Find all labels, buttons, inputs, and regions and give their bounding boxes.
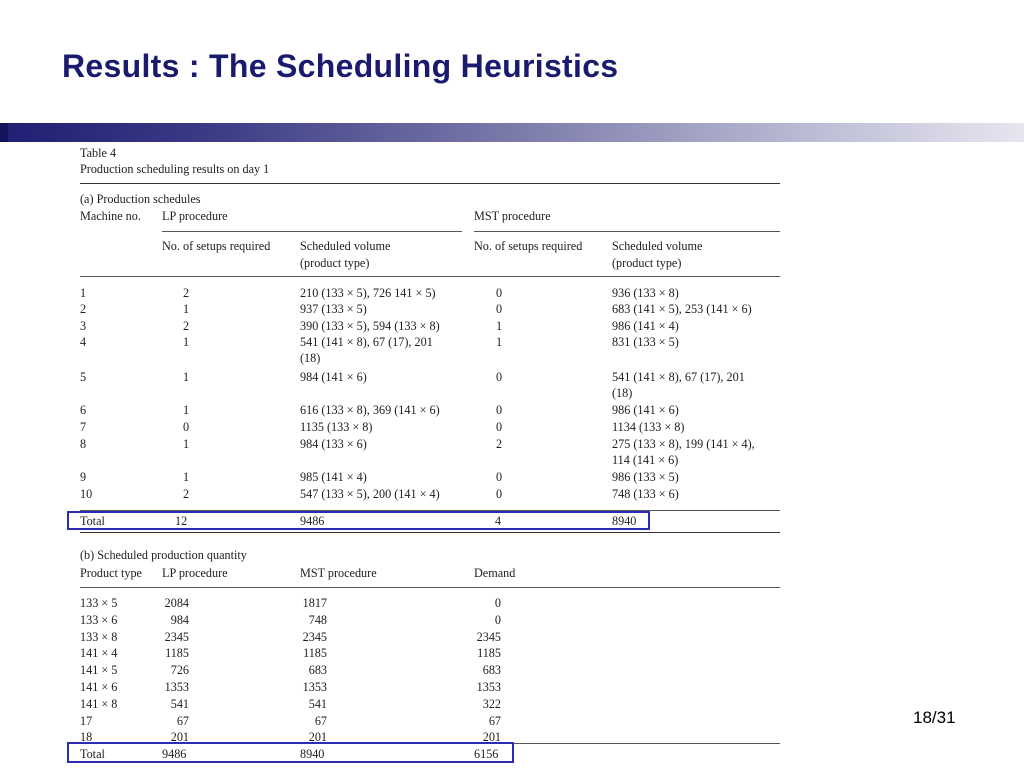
lp-volume-cell: 616 (133 × 8), 369 (141 × 6) bbox=[300, 403, 440, 417]
mst-quantity-cell: 683 bbox=[308, 663, 327, 678]
lp-setups-cell: 1 bbox=[182, 437, 190, 451]
mst-quantity-cell: 201 bbox=[308, 730, 327, 745]
part-a-total-label: Total bbox=[80, 514, 105, 528]
part-b-total-demand: 6156 bbox=[474, 747, 499, 761]
product-type-cell: 133 × 8 bbox=[80, 629, 118, 644]
mst-setups-cell: 0 bbox=[495, 470, 503, 484]
part-b-header-lp: LP procedure bbox=[162, 566, 228, 580]
lp-group-header: LP procedure bbox=[162, 209, 228, 223]
mst-quantity-cell: 1353 bbox=[302, 680, 327, 694]
machine-number-cell: 3 bbox=[80, 319, 87, 333]
machine-number-cell: 6 bbox=[80, 403, 87, 417]
mst-volume-subheader: (product type) bbox=[612, 256, 682, 270]
mst-volume-cell: 748 (133 × 6) bbox=[612, 487, 679, 501]
product-type-cell: 133 × 5 bbox=[80, 596, 118, 610]
part-b-total-label: Total bbox=[80, 747, 105, 761]
mst-setups-cell: 0 bbox=[495, 487, 503, 501]
total-highlight-box-b bbox=[67, 742, 514, 763]
demand-cell: 0 bbox=[494, 612, 501, 627]
machine-number-cell: 5 bbox=[80, 370, 87, 384]
mst-group-header: MST procedure bbox=[474, 209, 551, 223]
lp-setups-cell: 1 bbox=[182, 403, 190, 417]
rule-top bbox=[80, 183, 780, 184]
mst-setups-cell: 0 bbox=[495, 403, 503, 417]
demand-cell: 683 bbox=[482, 663, 501, 678]
rule-lp-group bbox=[162, 231, 462, 232]
lp-volume-cell: 210 (133 × 5), 726 141 × 5) bbox=[300, 286, 436, 300]
lp-quantity-cell: 541 bbox=[170, 696, 189, 711]
lp-volume-cell: 547 (133 × 5), 200 (141 × 4) bbox=[300, 487, 440, 501]
lp-setups-cell: 1 bbox=[182, 370, 190, 384]
lp-quantity-cell: 984 bbox=[170, 612, 189, 627]
lp-quantity-cell: 2345 bbox=[164, 629, 189, 644]
demand-cell: 1185 bbox=[477, 646, 501, 661]
machine-number-cell: 8 bbox=[80, 437, 87, 451]
machine-number-cell: 1 bbox=[80, 286, 87, 300]
part-b-total-mst: 8940 bbox=[300, 747, 325, 761]
lp-quantity-cell: 2084 bbox=[164, 596, 189, 610]
demand-cell: 67 bbox=[488, 713, 501, 728]
mst-volume-cell: 986 (141 × 6) bbox=[612, 403, 679, 417]
part-a-total-mst-volume: 8940 bbox=[612, 514, 637, 528]
product-type-cell: 18 bbox=[80, 730, 93, 745]
part-b-header-product: Product type bbox=[80, 566, 142, 580]
lp-setups-cell: 1 bbox=[182, 470, 190, 484]
rule-part-b-header bbox=[80, 587, 780, 588]
lp-volume-cell: 985 (141 × 4) bbox=[300, 470, 367, 484]
lp-quantity-cell: 1185 bbox=[165, 646, 189, 661]
lp-volume-subheader: (product type) bbox=[300, 256, 370, 270]
mst-setups-cell: 1 bbox=[495, 319, 503, 333]
machine-number-cell: 9 bbox=[80, 470, 87, 484]
part-b-total-lp: 9486 bbox=[162, 747, 187, 761]
lp-setups-cell: 2 bbox=[182, 286, 190, 300]
mst-volume-cell: 541 (141 × 8), 67 (17), 201 bbox=[612, 370, 745, 384]
lp-volume-cell: 1135 (133 × 8) bbox=[300, 420, 373, 434]
lp-setups-cell: 1 bbox=[182, 302, 190, 316]
rule-mst-group bbox=[474, 231, 780, 232]
demand-cell: 1353 bbox=[476, 680, 501, 694]
lp-setups-cell: 2 bbox=[182, 487, 190, 501]
mst-setups-cell: 0 bbox=[495, 370, 503, 384]
part-b-header-demand: Demand bbox=[474, 566, 516, 580]
part-a-heading: (a) Production schedules bbox=[80, 192, 201, 206]
machine-number-cell: 2 bbox=[80, 302, 87, 316]
product-type-cell: 141 × 4 bbox=[80, 646, 118, 661]
lp-quantity-cell: 726 bbox=[170, 663, 189, 678]
total-highlight-box-a bbox=[67, 511, 650, 530]
mst-volume-cell: 936 (133 × 8) bbox=[612, 286, 679, 300]
mst-setups-cell: 0 bbox=[495, 286, 503, 300]
part-a-total-lp-setups: 12 bbox=[175, 514, 188, 528]
product-type-cell: 141 × 8 bbox=[80, 696, 118, 711]
lp-setups-header: No. of setups required bbox=[162, 239, 271, 253]
table-label: Table 4 bbox=[80, 146, 117, 160]
lp-volume-cell: (18) bbox=[300, 351, 321, 365]
rule-part-a-header bbox=[80, 276, 780, 277]
demand-cell: 2345 bbox=[476, 629, 501, 644]
mst-quantity-cell: 1817 bbox=[302, 596, 327, 610]
mst-volume-header: Scheduled volume bbox=[612, 239, 703, 253]
mst-volume-cell: 1134 (133 × 8) bbox=[612, 420, 685, 434]
lp-setups-cell: 1 bbox=[182, 335, 190, 349]
machine-number-cell: 10 bbox=[80, 487, 93, 501]
machine-col-header: Machine no. bbox=[80, 209, 141, 223]
product-type-cell: 133 × 6 bbox=[80, 612, 118, 627]
mst-quantity-cell: 2345 bbox=[302, 629, 327, 644]
mst-setups-cell: 0 bbox=[495, 302, 503, 316]
mst-volume-cell: 683 (141 × 5), 253 (141 × 6) bbox=[612, 302, 752, 316]
machine-number-cell: 4 bbox=[80, 335, 87, 349]
lp-setups-cell: 0 bbox=[182, 420, 190, 434]
product-type-cell: 141 × 5 bbox=[80, 663, 118, 678]
lp-quantity-cell: 67 bbox=[176, 713, 189, 728]
demand-cell: 322 bbox=[482, 696, 501, 711]
lp-volume-cell: 541 (141 × 8), 67 (17), 201 bbox=[300, 335, 433, 349]
mst-quantity-cell: 1185 bbox=[303, 646, 327, 661]
demand-cell: 201 bbox=[482, 730, 501, 745]
lp-quantity-cell: 201 bbox=[170, 730, 189, 745]
mst-setups-cell: 2 bbox=[495, 437, 503, 451]
mst-quantity-cell: 748 bbox=[308, 612, 327, 627]
lp-volume-cell: 984 (141 × 6) bbox=[300, 370, 367, 384]
rule-part-a-bottom bbox=[80, 532, 780, 533]
product-type-cell: 141 × 6 bbox=[80, 680, 118, 694]
lp-volume-header: Scheduled volume bbox=[300, 239, 391, 253]
lp-setups-cell: 2 bbox=[182, 319, 190, 333]
mst-setups-cell: 0 bbox=[495, 420, 503, 434]
lp-volume-cell: 390 (133 × 5), 594 (133 × 8) bbox=[300, 319, 440, 333]
mst-quantity-cell: 67 bbox=[314, 713, 327, 728]
lp-volume-cell: 984 (133 × 6) bbox=[300, 437, 367, 451]
part-a-total-mst-setups: 4 bbox=[495, 514, 502, 528]
machine-number-cell: 7 bbox=[80, 420, 87, 434]
mst-volume-cell: 986 (133 × 5) bbox=[612, 470, 679, 484]
mst-volume-cell: 831 (133 × 5) bbox=[612, 335, 679, 349]
mst-volume-cell: 114 (141 × 6) bbox=[612, 453, 679, 467]
mst-quantity-cell: 541 bbox=[308, 696, 327, 711]
mst-setups-header: No. of setups required bbox=[474, 239, 583, 253]
demand-cell: 0 bbox=[494, 596, 501, 610]
product-type-cell: 17 bbox=[80, 713, 93, 728]
part-a-total-lp-volume: 9486 bbox=[300, 514, 325, 528]
part-b-header-mst: MST procedure bbox=[300, 566, 377, 580]
lp-volume-cell: 937 (133 × 5) bbox=[300, 302, 367, 316]
mst-volume-cell: (18) bbox=[612, 386, 633, 400]
page-number: 18/31 bbox=[913, 708, 956, 727]
part-b-heading: (b) Scheduled production quantity bbox=[80, 548, 247, 562]
mst-volume-cell: 986 (141 × 4) bbox=[612, 319, 679, 333]
lp-quantity-cell: 1353 bbox=[164, 680, 189, 694]
mst-setups-cell: 1 bbox=[495, 335, 503, 349]
slide-title: Results : The Scheduling Heuristics bbox=[62, 48, 619, 84]
table-caption: Production scheduling results on day 1 bbox=[80, 162, 270, 176]
mst-volume-cell: 275 (133 × 8), 199 (141 × 4), bbox=[612, 437, 755, 451]
